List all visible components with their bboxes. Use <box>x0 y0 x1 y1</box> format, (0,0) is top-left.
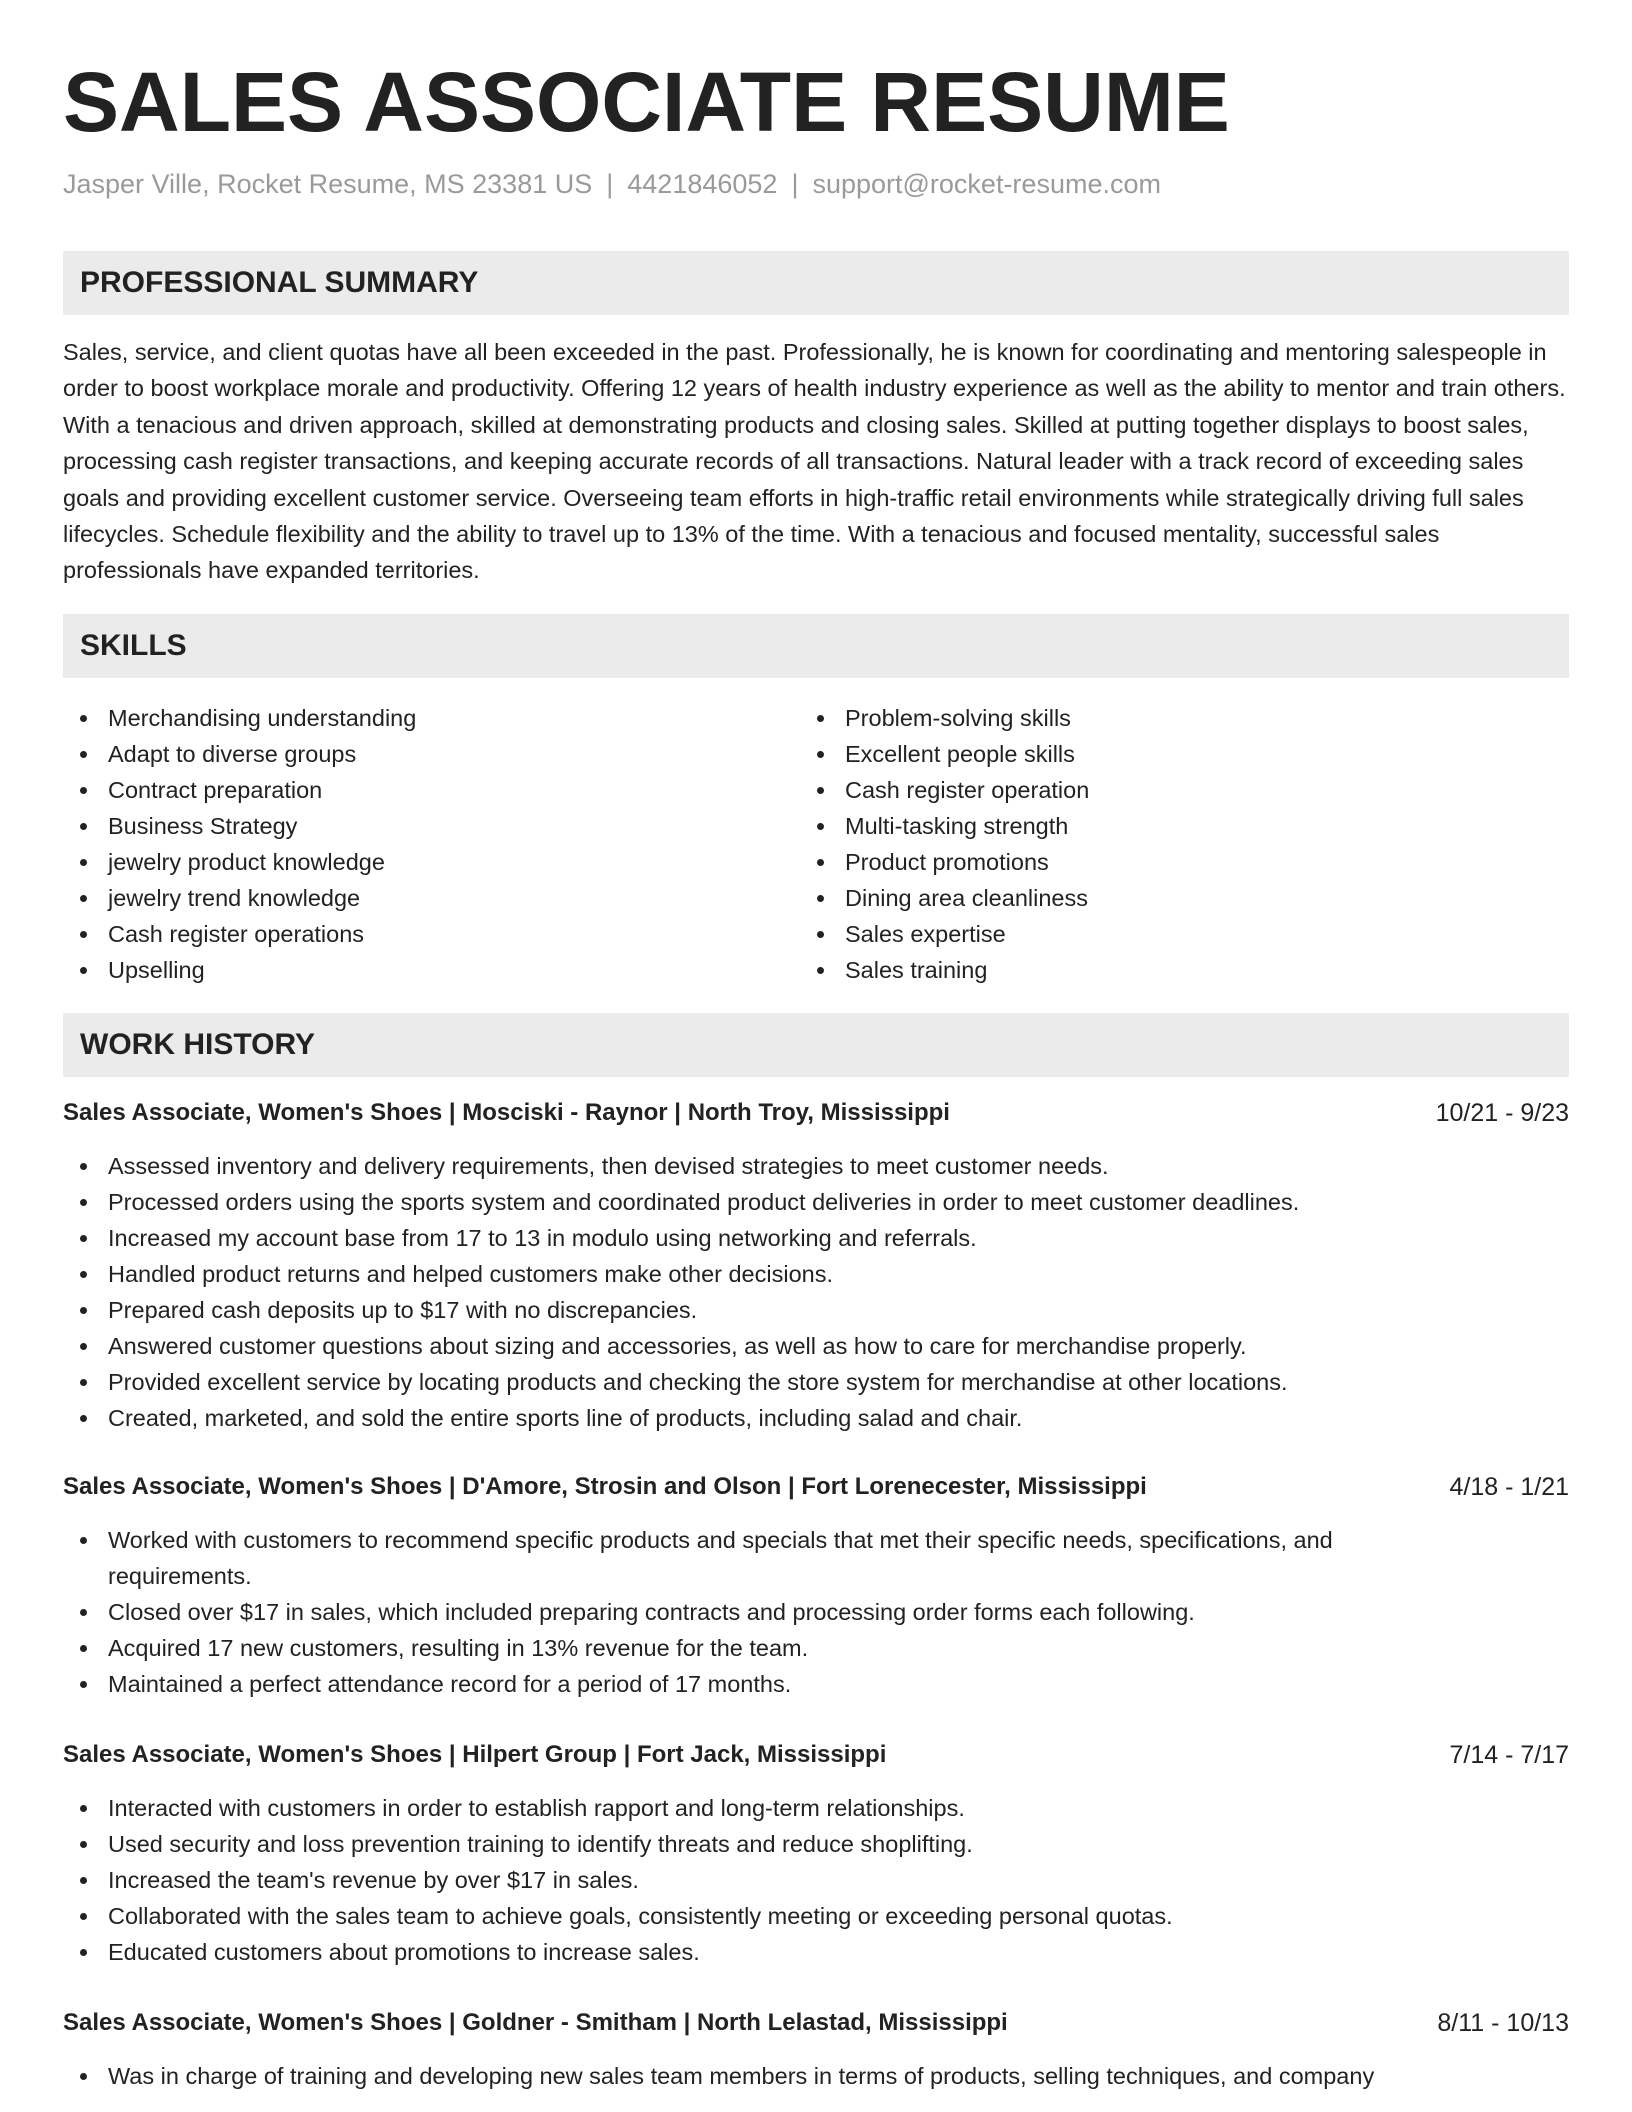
skills-list-right <box>800 700 1500 988</box>
job-bullet: Used security and loss prevention training to identify threats and reduce shoplifting. <box>63 1826 1569 1862</box>
contact-line <box>63 164 1161 204</box>
job-bullet: Processed orders using the sports system and coordinated product deliveries in order to meet customer deadlines. <box>63 1184 1569 1220</box>
job-header <box>63 2003 1569 2043</box>
job-bullet: Assessed inventory and delivery requirements, then devised strategies to meet customer needs. <box>63 1148 1569 1184</box>
skill-item: Upselling <box>63 952 763 988</box>
contact-separator: | <box>791 169 799 199</box>
job-bullet: Increased my account base from 17 to 13 in modulo using networking and referrals. <box>63 1220 1569 1256</box>
skill-item: Problem-solving skills <box>800 700 1500 736</box>
job-bullet: Worked with customers to recommend specific products and specials that met their specific needs, specifications, and requirements. <box>63 1522 1569 1594</box>
skill-item: Sales expertise <box>800 916 1500 952</box>
contact-email: support@rocket-resume.com <box>812 169 1161 199</box>
job-bullet: Prepared cash deposits up to $17 with no discrepancies. <box>63 1292 1569 1328</box>
skill-item: Merchandising understanding <box>63 700 763 736</box>
contact-separator: | <box>606 169 614 199</box>
summary-text: Sales, service, and client quotas have all been exceeded in the past. Professionally, he is known for coordinating and mentoring salespeople in order to boost workplace morale and productivity. Offering 12 years of health industry experience as well as the ability to mentor and train others. With a tenacious and driven approach, skilled at demonstrating products and closing sales. Skilled at putting together displays to boost sales, processing cash register transactions, and keeping accurate records of all transactions. Natural leader with a track record of exceeding sales goals and providing excellent customer service. Overseeing team efforts in high-traffic retail environments while strategically driving full sales lifecycles. Schedule flexibility and the ability to travel up to 13% of the time. With a tenacious and focused mentality, successful sales professionals have expanded territories. <box>63 339 1566 584</box>
resume-title: SALES ASSOCIATE RESUME <box>63 55 1230 149</box>
job-dates: 8/11 - 10/13 <box>1437 2009 1569 2037</box>
job-bullet: Provided excellent service by locating products and checking the store system for merchandise at other locations. <box>63 1364 1569 1400</box>
job-bullet: Created, marketed, and sold the entire sports line of products, including salad and chair. <box>63 1400 1569 1436</box>
job-bullet: Collaborated with the sales team to achieve goals, consistently meeting or exceeding personal quotas. <box>63 1898 1569 1934</box>
skills-list-left <box>63 700 763 988</box>
job-dates: 7/14 - 7/17 <box>1449 1741 1569 1769</box>
skill-item: jewelry product knowledge <box>63 844 763 880</box>
section-header-summary <box>63 251 1569 315</box>
job-title: Sales Associate, Women's Shoes | Mosciski - Raynor | North Troy, Mississippi <box>63 1099 950 1126</box>
job-bullet: Interacted with customers in order to establish rapport and long-term relationships. <box>63 1790 1569 1826</box>
job-bullet: Maintained a perfect attendance record for a period of 17 months. <box>63 1666 1569 1702</box>
contact-address: Jasper Ville, Rocket Resume, MS 23381 US <box>63 169 593 199</box>
skill-item: Contract preparation <box>63 772 763 808</box>
job-title: Sales Associate, Women's Shoes | D'Amore, Strosin and Olson | Fort Lorenecester, Mississippi <box>63 1473 1147 1500</box>
section-title: WORK HISTORY <box>80 1028 316 1061</box>
job-bullets <box>63 1790 1569 1970</box>
skill-item: Business Strategy <box>63 808 763 844</box>
job-bullet: Answered customer questions about sizing and accessories, as well as how to care for merchandise properly. <box>63 1328 1569 1364</box>
job-dates: 10/21 - 9/23 <box>1435 1099 1569 1127</box>
contact-phone: 4421846052 <box>627 169 778 199</box>
job-bullet: Educated customers about promotions to increase sales. <box>63 1934 1569 1970</box>
job-dates: 4/18 - 1/21 <box>1449 1473 1569 1501</box>
job-bullets <box>63 2058 1569 2094</box>
skill-item: Cash register operations <box>63 916 763 952</box>
job-title: Sales Associate, Women's Shoes | Hilpert Group | Fort Jack, Mississippi <box>63 1741 887 1768</box>
skill-item: Dining area cleanliness <box>800 880 1500 916</box>
job-bullet: Handled product returns and helped customers make other decisions. <box>63 1256 1569 1292</box>
skill-item: Cash register operation <box>800 772 1500 808</box>
job-bullets <box>63 1148 1569 1436</box>
job-bullet: Acquired 17 new customers, resulting in 13% revenue for the team. <box>63 1630 1569 1666</box>
section-title: SKILLS <box>80 629 187 662</box>
job-bullet: Closed over $17 in sales, which included preparing contracts and processing order forms each following. <box>63 1594 1569 1630</box>
job-title: Sales Associate, Women's Shoes | Goldner - Smitham | North Lelastad, Mississippi <box>63 2009 1008 2036</box>
section-title: PROFESSIONAL SUMMARY <box>80 266 479 299</box>
skill-item: Product promotions <box>800 844 1500 880</box>
job-bullet: Increased the team's revenue by over $17 in sales. <box>63 1862 1569 1898</box>
job-header <box>63 1467 1569 1507</box>
job-header <box>63 1735 1569 1775</box>
skill-item: Multi-tasking strength <box>800 808 1500 844</box>
skill-item: Sales training <box>800 952 1500 988</box>
job-header <box>63 1093 1569 1133</box>
section-header-skills <box>63 614 1569 678</box>
job-bullet: Was in charge of training and developing new sales team members in terms of products, selling techniques, and company <box>63 2058 1569 2094</box>
skill-item: jewelry trend knowledge <box>63 880 763 916</box>
section-header-work-history <box>63 1013 1569 1077</box>
skill-item: Adapt to diverse groups <box>63 736 763 772</box>
job-bullets <box>63 1522 1569 1702</box>
skill-item: Excellent people skills <box>800 736 1500 772</box>
